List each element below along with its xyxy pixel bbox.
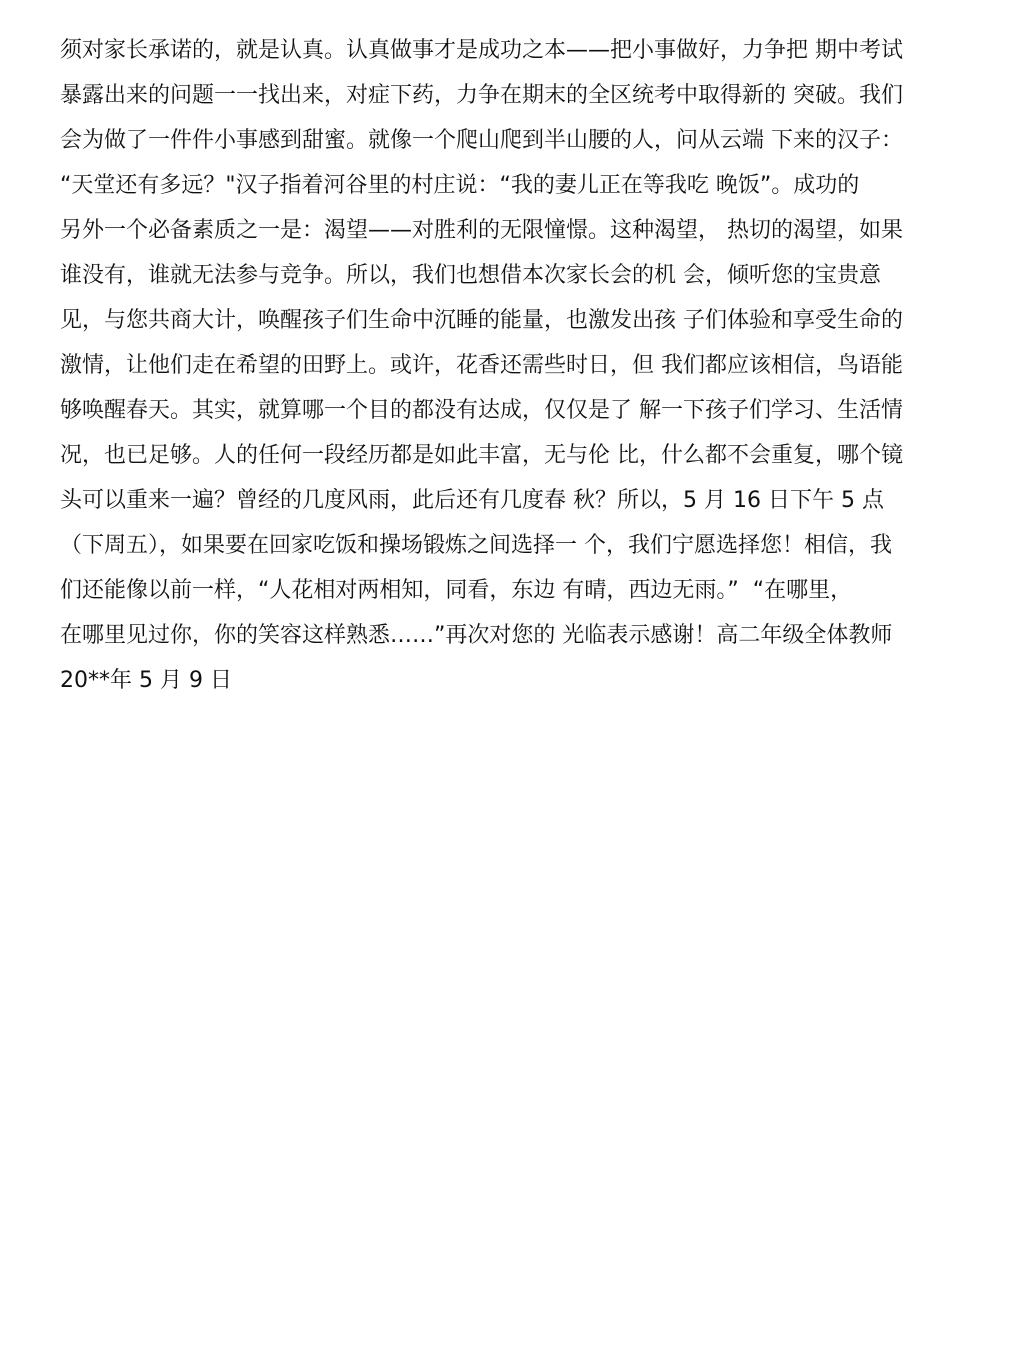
text-line: 另外一个必备素质之一是：渴望——对胜利的无限憧憬。这种渴望， 热切的渴望，如果 <box>60 218 903 243</box>
text-line: 头可以重来一遍？曾经的几度风雨，此后还有几度春 秋？所以，5 月 16 日下午 5 点 <box>60 488 884 513</box>
date-line: 20**年 5 月 9 日 <box>60 668 232 693</box>
text-line: 够唤醒春天。其实，就算哪一个目的都没有达成，仅仅是了 解一下孩子们学习、生活情 <box>60 398 903 423</box>
text-line: 激情，让他们走在希望的田野上。或许，花香还需些时日，但 我们都应该相信，鸟语能 <box>60 353 903 378</box>
text-line: 会为做了一件件小事感到甜蜜。就像一个爬山爬到半山腰的人，问从云端 下来的汉子： <box>60 128 903 153</box>
text-line: 在哪里见过你，你的笑容这样熟悉……”再次对您的 光临表示感谢！高二年级全体教师 <box>60 623 893 648</box>
text-line: 谁没有，谁就无法参与竞争。所以，我们也想借本次家长会的机 会，倾听您的宝贵意 <box>60 263 881 288</box>
text-line: 况，也已足够。人的任何一段经历都是如此丰富，无与伦 比，什么都不会重复，哪个镜 <box>60 443 903 468</box>
text-line: 须对家长承诺的，就是认真。认真做事才是成功之本——把小事做好，力争把 期中考试 <box>60 38 903 63</box>
text-line: 暴露出来的问题一一找出来，对症下药，力争在期末的全区统考中取得新的 突破。我们 <box>60 83 903 108</box>
letter-body <box>60 28 960 703</box>
text-line: “天堂还有多远？"汉子指着河谷里的村庄说：“我的妻儿正在等我吃 晚饭”。成功的 <box>60 173 860 198</box>
text-line: 见，与您共商大计，唤醒孩子们生命中沉睡的能量，也激发出孩 子们体验和享受生命的 <box>60 308 903 333</box>
text-line: （下周五），如果要在回家吃饭和操场锻炼之间选择一 个，我们宁愿选择您！相信，我 <box>60 533 892 558</box>
text-line: 们还能像以前一样，“人花相对两相知，同看，东边 有晴，西边无雨。” “在哪里， <box>60 578 853 603</box>
